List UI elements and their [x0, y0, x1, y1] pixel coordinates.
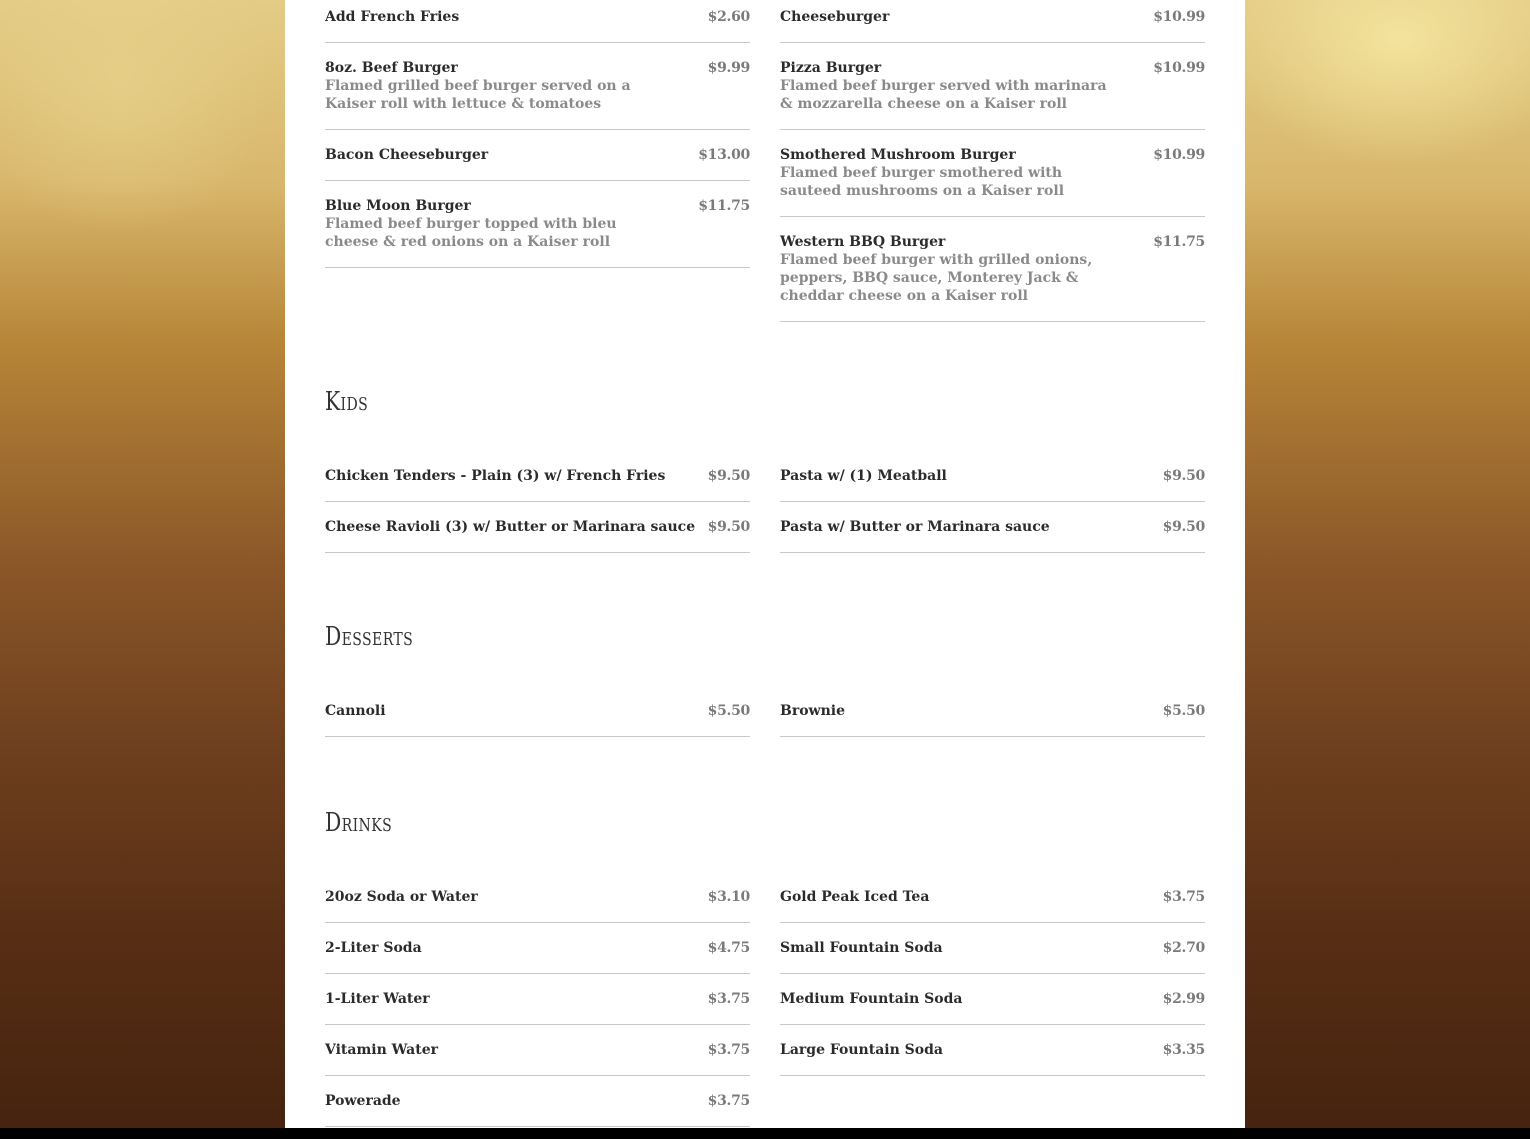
menu-item-name: 1-Liter Water — [325, 991, 430, 1007]
menu-item-price: $3.75 — [707, 991, 750, 1007]
menu-item-header — [325, 146, 750, 164]
menu-item-header — [325, 197, 750, 215]
menu-item-description: Flamed beef burger topped with bleu cheese & red onions on a Kaiser roll — [325, 216, 617, 250]
menu-item-description: Flamed beef burger served with marinara & mozzarella cheese on a Kaiser roll — [780, 78, 1107, 112]
menu-column-left — [325, 8, 750, 338]
menu-item-name: 8oz. Beef Burger — [325, 60, 458, 76]
menu-item-price: $3.35 — [1162, 1042, 1205, 1058]
menu-item-header — [325, 8, 750, 26]
menu-item-price: $3.75 — [707, 1093, 750, 1109]
menu-panel — [285, 0, 1245, 1128]
menu-item-price: $11.75 — [1153, 234, 1205, 250]
menu-item-name: Western BBQ Burger — [780, 234, 946, 250]
menu-item — [780, 146, 1205, 217]
menu-item-price: $3.75 — [1162, 889, 1205, 905]
menu-item — [780, 518, 1205, 553]
menu-item — [325, 518, 750, 553]
menu-item — [325, 467, 750, 502]
menu-item-price: $2.99 — [1162, 991, 1205, 1007]
section-title: Kids — [325, 387, 369, 417]
menu-item-header — [780, 233, 1205, 251]
menu-item — [325, 146, 750, 181]
menu-item-description: Flamed grilled beef burger served on a Kaiser roll with lettuce & tomatoes — [325, 78, 631, 112]
menu-item-name: Pasta w/ (1) Meatball — [780, 468, 947, 484]
menu-item-price: $4.75 — [707, 940, 750, 956]
menu-column-right — [780, 8, 1205, 338]
menu-item-price: $5.50 — [707, 703, 750, 719]
menu-item-name: Large Fountain Soda — [780, 1042, 943, 1058]
menu-item-header — [780, 467, 1205, 485]
menu-item-price: $9.50 — [707, 519, 750, 535]
menu-column-left — [325, 702, 750, 753]
menu-item-header — [325, 518, 750, 536]
menu-item-price: $10.99 — [1153, 60, 1205, 76]
menu-grid — [325, 702, 1205, 753]
menu-item-price: $10.99 — [1153, 147, 1205, 163]
menu-item — [325, 702, 750, 737]
menu-item-name: Cannoli — [325, 703, 386, 719]
menu-item-name: Chicken Tenders - Plain (3) w/ French Fries — [325, 468, 666, 484]
menu-column-left — [325, 888, 750, 1128]
menu-grid — [325, 8, 1205, 338]
menu-item-name: Gold Peak Iced Tea — [780, 889, 930, 905]
menu-item-name: Vitamin Water — [325, 1042, 438, 1058]
menu-item — [325, 888, 750, 923]
menu-item-price: $9.50 — [1162, 519, 1205, 535]
menu-item — [325, 1092, 750, 1127]
menu-item-price: $2.70 — [1162, 940, 1205, 956]
menu-item-header — [325, 1041, 750, 1059]
menu-item-price: $5.50 — [1162, 703, 1205, 719]
menu-item-price: $2.60 — [707, 9, 750, 25]
menu-item-name: Pasta w/ Butter or Marinara sauce — [780, 519, 1050, 535]
menu-item-header — [325, 702, 750, 720]
menu-item-header — [780, 8, 1205, 26]
menu-item — [780, 702, 1205, 737]
menu-item — [780, 233, 1205, 322]
menu-item-name: Powerade — [325, 1093, 401, 1109]
menu-item — [325, 990, 750, 1025]
menu-item-name: Bacon Cheeseburger — [325, 147, 489, 163]
menu-item-name: Medium Fountain Soda — [780, 991, 963, 1007]
menu-item-header — [780, 518, 1205, 536]
menu-grid — [325, 467, 1205, 569]
menu-item-name: Add French Fries — [325, 9, 460, 25]
menu-item-header — [780, 702, 1205, 720]
menu-grid — [325, 888, 1205, 1128]
menu-item-header — [325, 888, 750, 906]
menu-item-header — [780, 146, 1205, 164]
menu-item — [325, 8, 750, 43]
menu-item — [780, 467, 1205, 502]
menu-item-price: $9.50 — [1162, 468, 1205, 484]
menu-item-name: Small Fountain Soda — [780, 940, 943, 956]
menu-item-header — [780, 888, 1205, 906]
menu-item-name: Smothered Mushroom Burger — [780, 147, 1016, 163]
menu-item-price: $11.75 — [698, 198, 750, 214]
menu-item — [780, 990, 1205, 1025]
menu-item — [325, 939, 750, 974]
menu-item-header — [780, 59, 1205, 77]
menu-item-price: $10.99 — [1153, 9, 1205, 25]
menu-item-header — [780, 1041, 1205, 1059]
menu-item-header — [780, 990, 1205, 1008]
page-bottom-bar — [0, 1128, 1530, 1139]
menu-column-right — [780, 888, 1205, 1128]
menu-item-name: 20oz Soda or Water — [325, 889, 478, 905]
menu-item-header — [325, 939, 750, 957]
section-title: Drinks — [325, 808, 393, 838]
menu-item-name: 2-Liter Soda — [325, 940, 422, 956]
menu-item-header — [325, 1092, 750, 1110]
menu-item-name: Brownie — [780, 703, 846, 719]
menu-item-price: $3.10 — [707, 889, 750, 905]
menu-item-price: $13.00 — [698, 147, 750, 163]
menu-item — [780, 8, 1205, 43]
menu-item-price: $9.99 — [707, 60, 750, 76]
menu-item-price: $9.50 — [707, 468, 750, 484]
menu-column-right — [780, 702, 1205, 753]
menu-item-name: Pizza Burger — [780, 60, 882, 76]
menu-item — [325, 1041, 750, 1076]
menu-item — [780, 888, 1205, 923]
menu-item-header — [325, 59, 750, 77]
menu-item-name: Cheese Ravioli (3) w/ Butter or Marinara sauce — [325, 519, 696, 535]
menu-item-header — [325, 990, 750, 1008]
menu-item-description: Flamed beef burger smothered with sauteed mushrooms on a Kaiser roll — [780, 165, 1065, 199]
menu-item — [780, 1041, 1205, 1076]
menu-item — [325, 197, 750, 268]
menu-item-name: Blue Moon Burger — [325, 198, 471, 214]
menu-item-name: Cheeseburger — [780, 9, 890, 25]
menu-item — [780, 939, 1205, 974]
menu-item-price: $3.75 — [707, 1042, 750, 1058]
menu-item — [780, 59, 1205, 130]
menu-item — [325, 59, 750, 130]
menu-item-description: Flamed beef burger with grilled onions, peppers, BBQ sauce, Monterey Jack & cheddar cheese on a Kaiser roll — [780, 252, 1093, 304]
menu-column-right — [780, 467, 1205, 569]
menu-item-header — [780, 939, 1205, 957]
menu-column-left — [325, 467, 750, 569]
menu-item-header — [325, 467, 750, 485]
section-title: Desserts — [325, 622, 414, 652]
